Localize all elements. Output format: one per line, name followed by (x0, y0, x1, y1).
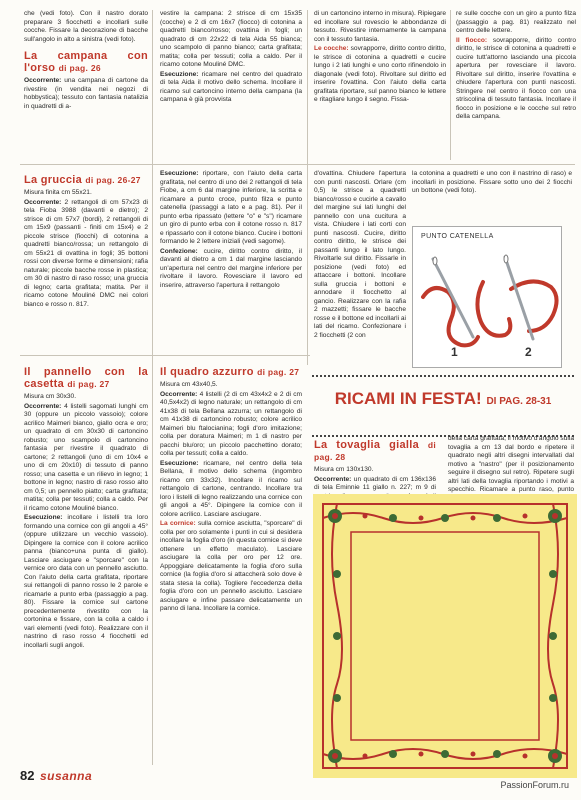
gruccia-measure: Misura finita cm 55x21. (24, 189, 92, 196)
column-2-quadro (160, 360, 302, 615)
pannello-measure: Misura cm 30x30. (24, 393, 77, 400)
pannello-occorrente: Occorrente: 4 listelli sagomati lunghi cm 30 (oppure un piccolo vassoio); colore acrilico Maimeri bianco, giallo ocra e oro; un quadrato di cm 30x30 di cartoncino robusto; uno scampolo di cartoncino fantasia per rivestire il quadrato di cartone; 2 rettangoli (uno di cm 10x4 e uno di cm 20x10) di tessuto di panno rosso; una casetta e un rilievo in legno; 1 bottone in legno; nastro di raso rosso alto cm 0,5; un pennello piatto; carta grafitata; matita; colla per tessuti; colla a caldo. Per il ricamo cotone Mouliné bianco. (24, 402, 148, 512)
divider (307, 10, 308, 365)
column-3-gruccia (314, 170, 406, 341)
step-2-label: 2 (525, 345, 532, 359)
column-2-gruccia (160, 170, 302, 291)
pannello-heading: Il pannello con la casetta di pag. 27 (24, 366, 148, 390)
column-4 (456, 10, 576, 123)
punto-catenella-illustration (412, 226, 562, 368)
watermark: PassionForum.ru (500, 780, 569, 790)
column-1-gruccia (24, 168, 148, 310)
intro-text: che (vedi foto). Con il nastro dorato preparare 3 fiocchetti e incollarli sulle cocche. Fissare la decorazione di bacche sull'angolo in alto a sinistra (vedi foto). (24, 10, 148, 43)
quadro-esecuzione: Esecuzione: ricamare, nel centro della tela Bellana, il motivo dello schema (ingombro ricamo cm 33x32). Incollare il ricamo sul rettangolo di cartone, centrando. Incollare tra loro i listelli di legno realizzando una cornice con gli angoli a 45°. Dipingere la cornice con il colore acrilico. Lasciare asciugare. (160, 459, 302, 518)
campana-text: vestire la campana: 2 strisce di cm 15x35 (cocche) e 2 di cm 16x7 (fiocco) di cotonina a quadretti bianco/rosso; ovattina in fogli; un quadrato di cm 22x22 di tela Aida 55 bianca; uno scampolo di panno bianco; carta grafitata; matita; colla per tessuti; colla a caldo. Per il ricamo cotone Mouliné DMC. (160, 10, 302, 68)
fiocco-text: Il fiocco: sovrapporre, diritto contro diritto, le strisce di cotonina a quadretti e cucire tutt'attorno lasciando una piccola apertura per rovesciare il lavoro. Rivoltare sul diritto, inserire l'ovattina e chiudere l'apertura con punti nascosti. Stringere nel centro il fiocco con una striscolina di tessuto fantasia. Incollare il fiocco in posizione e le cocche sul retro della campana. (456, 36, 576, 120)
tablecloth-photo (313, 494, 577, 778)
quadro-occorrente: Occorrente: 4 listelli (2 di cm 43x4x2 e 2 di cm 40,5x4x2) di legno naturale; un rettangolo di cm 41x38 di tela Bellana azzurra; un rettangolo di cm 41x38 di cartoncino robusto; colore acrilico Maimeri blu ftalocianina; fogli d'oro imitazione; colla per doratura Maimeri; m 1 di nastro per pacchi blu/oro; un piccolo pacchettino dorato; colla per tessuti; colla a caldo. (160, 390, 303, 457)
quadro-cornice: La cornice: sulla cornice asciutta, "sporcare" di colla per oro solamente i punti in cui si desidera incollare la foglia d'oro (in questa cornice si deve ottenere un effetto maculato). Lasciare asciugare la colla per oro per 12 ore. Appoggiare delicatamente la foglia d'oro sulla cornice (la foglia d'oro si attaccherà solo dove è stata stesa la colla). Togliere l'eccedenza della foglia d'oro con un pennello asciutto. Lasciare asciugare e infine passare delicatamente un panno di lana. Incollare la cornice. (160, 520, 303, 612)
campana-interior-text: di un cartoncino interno in misura). Ripiegare ed incollare sul rovescio le abbondanze di tessuto. Rivestire internamente la campana con il tessuto fantasia. (314, 10, 446, 43)
tovaglia-measure: Misura cm 130x130. (314, 466, 374, 473)
cocche-continued-text: re sulle cocche con un giro a punto filza (passaggio a pag. 81) realizzato nel centro delle lettere. (456, 10, 576, 34)
column-3 (314, 10, 446, 106)
column-1 (24, 10, 148, 112)
tovaglia-instructions: della carta grafitata, il motivo d'angolo sulla tovaglia a cm 13 dal bordo e ripetere il quadrato negli altri disegni intervallati dal motivo a "nastro" (per il posizionamento seguire il disegno sul retro). Ripetere sugli altri lati della tovaglia riportando i motivi a specchio. Ricamare a punto raso, punto (448, 435, 574, 493)
column-2 (160, 10, 302, 106)
gruccia-continued-text: d'ovattina. Chiudere l'apertura con punti nascosti. Orlare (cm 0,5) le strisce a quadretti bianco/rosso e cucirle a cavallo del margine sui lati lunghi del pannello con una cucitura a vista. Chiudere i lati corti con punti nascosti. Cucire, diritto contro diritto, le strisce dei passanti lungo il lato lungo. Rivoltarle sul diritto. Fissarle in posizione (vedi foto) ed attaccare i bottoni. Incollare sulla gruccia i bottoni e annodare il fiocchetto al gancio. Realizzare con la rafia 2 mazzetti; fissare le bacche rosse e il bottone ed incollarli ai lati del ricamo. Confezionare i 2 fiocchetti (2 con (314, 170, 406, 339)
tablecloth-embroidery (313, 494, 577, 778)
tovaglia-heading: La tovaglia gialla di pag. 28 (314, 439, 436, 462)
divider (20, 355, 310, 356)
festa-title: RICAMI IN FESTA! DI PAG. 28-31 (334, 389, 552, 408)
campana-esecuzione: Esecuzione: ricamare nel centro del quadrato di tela Aida il motivo dello schema. Incollare il ricamo sul cartoncino interno della campana (la campana è già provvista (160, 70, 302, 103)
tovaglia-occorrente: Occorrente: un quadrato di cm 136x136 di tela Eminnie 11 giallo n. 227; m 9 di (314, 475, 436, 491)
gruccia-final-text: la cotonina a quadretti e uno con il nastrino di raso) e incollarli in posizione. Fissare sotto uno dei 2 fiocchi un bottone (vedi foto). (412, 170, 572, 194)
pannello-esecuzione: Esecuzione: incollare i listelli tra loro formando una cornice con gli angoli a 45° (oppure utilizzare un vecchio vassoio). Dipingere la cornice con il colore acrilico panna (bianco+una punta di giallo). Lasciare asciugare e "sporcare" con la vernice oro data con un pennello asciutto. Con l'aiuto della carta grafitata, riportare sui rettangoli di panno rosso le 2 parole e ricamarle a punto erba (passaggio a pag. 80). Fissare la cornice sul cartone precedentemente rivestito con la cortonina e fissare, con la colla a caldo i vari elementi (vedi foto). Realizzare con il nastrino di raso rosso 4 fiocchetti ed incollarli sugli angoli. (24, 514, 148, 649)
gruccia-esecuzione: Esecuzione: riportare, con l'aiuto della carta grafitata, nel centro di uno dei 2 rettangoli di tela Fiobe, a cm 6 dal margine inferiore, la scritta e ricamare a punto croce, punto filza e punto catenella (passaggi a lato e a pag. 81). Per il punto erba ripassato (lettere "o" e "s") ricamare un giro di punto erba con il cotone rosso n. 817 e ripassarlo con il cotone bianco. Cucire i bottoni formando le 2 lettere iniziali (vedi sagome). (160, 170, 302, 245)
gruccia-occorrente: Occorrente: 2 rettangoli di cm 57x23 di tela Fioba 3988 (davanti e dietro); 2 strisce di cm 57x7 (bordi), 2 rettangoli di cm 15x9 (passanti - finiti cm 15x4) e 2 piccole strisce (fiocchi) di cotonina a quadretti bianco/rossa; un rettangolo di cm 55x21 di ovattina in fogli; 35 bottoni rossi con diverse forme e dimensioni; rafia naturale; piccole bacche rosse in plastica; cm 30 di nastro di raso rosso; una gruccia di legno; carta grafitata; matita. Per il ricamo cotone Mouliné DMC nei colori bianco e rosso n. 817. (24, 198, 148, 308)
divider (450, 10, 451, 160)
column-1-pannello (24, 360, 148, 651)
divider (20, 164, 575, 165)
gruccia-heading: La gruccia di pag. 26-27 (24, 174, 141, 186)
festa-banner (312, 375, 574, 437)
illustration-label: PUNTO CATENELLA (421, 233, 494, 240)
campana-occorrente: Occorrente: una campana di cartone da rivestire (in vendita nei negozi di hobbystica); tessuto con fantasia natalizia in quadretti di a- (24, 77, 148, 110)
campana-heading: La campana con l'orso di pag. 26 (24, 50, 148, 74)
quadro-heading: Il quadro azzurro di pag. 27 (160, 366, 300, 378)
quadro-measure: Misura cm 43x40,5. (160, 381, 218, 388)
cocche-text: Le cocche: sovrapporre, diritto contro diritto, le strisce di cotonina a quadretti e cucire lungo i 2 lati lunghi e uno corto rifinendolo in diagonale (vedi foto). Rivoltare sul diritto ed inserire l'ovattina. Con l'aiuto della carta grafitata riportare, sul panno bianco le lettere e ritagliare lungo il segno. Fissa- (314, 45, 446, 103)
column-4-gruccia (412, 170, 572, 197)
page-number: 82 (20, 768, 35, 783)
gruccia-confezione: Confezione: cucire, diritto contro diritto, il davanti al dietro a cm 1 dal margine lasciando un'apertura nel centro del margine inferiore per rivoltare il lavoro. Rovesciare il lavoro ed inserire, attraverso l'apertura il rettangolo (160, 247, 302, 289)
divider (152, 10, 153, 765)
needle-stitch-drawing (413, 227, 561, 367)
step-1-label: 1 (451, 345, 458, 359)
brand-logo: susanna (40, 769, 93, 783)
